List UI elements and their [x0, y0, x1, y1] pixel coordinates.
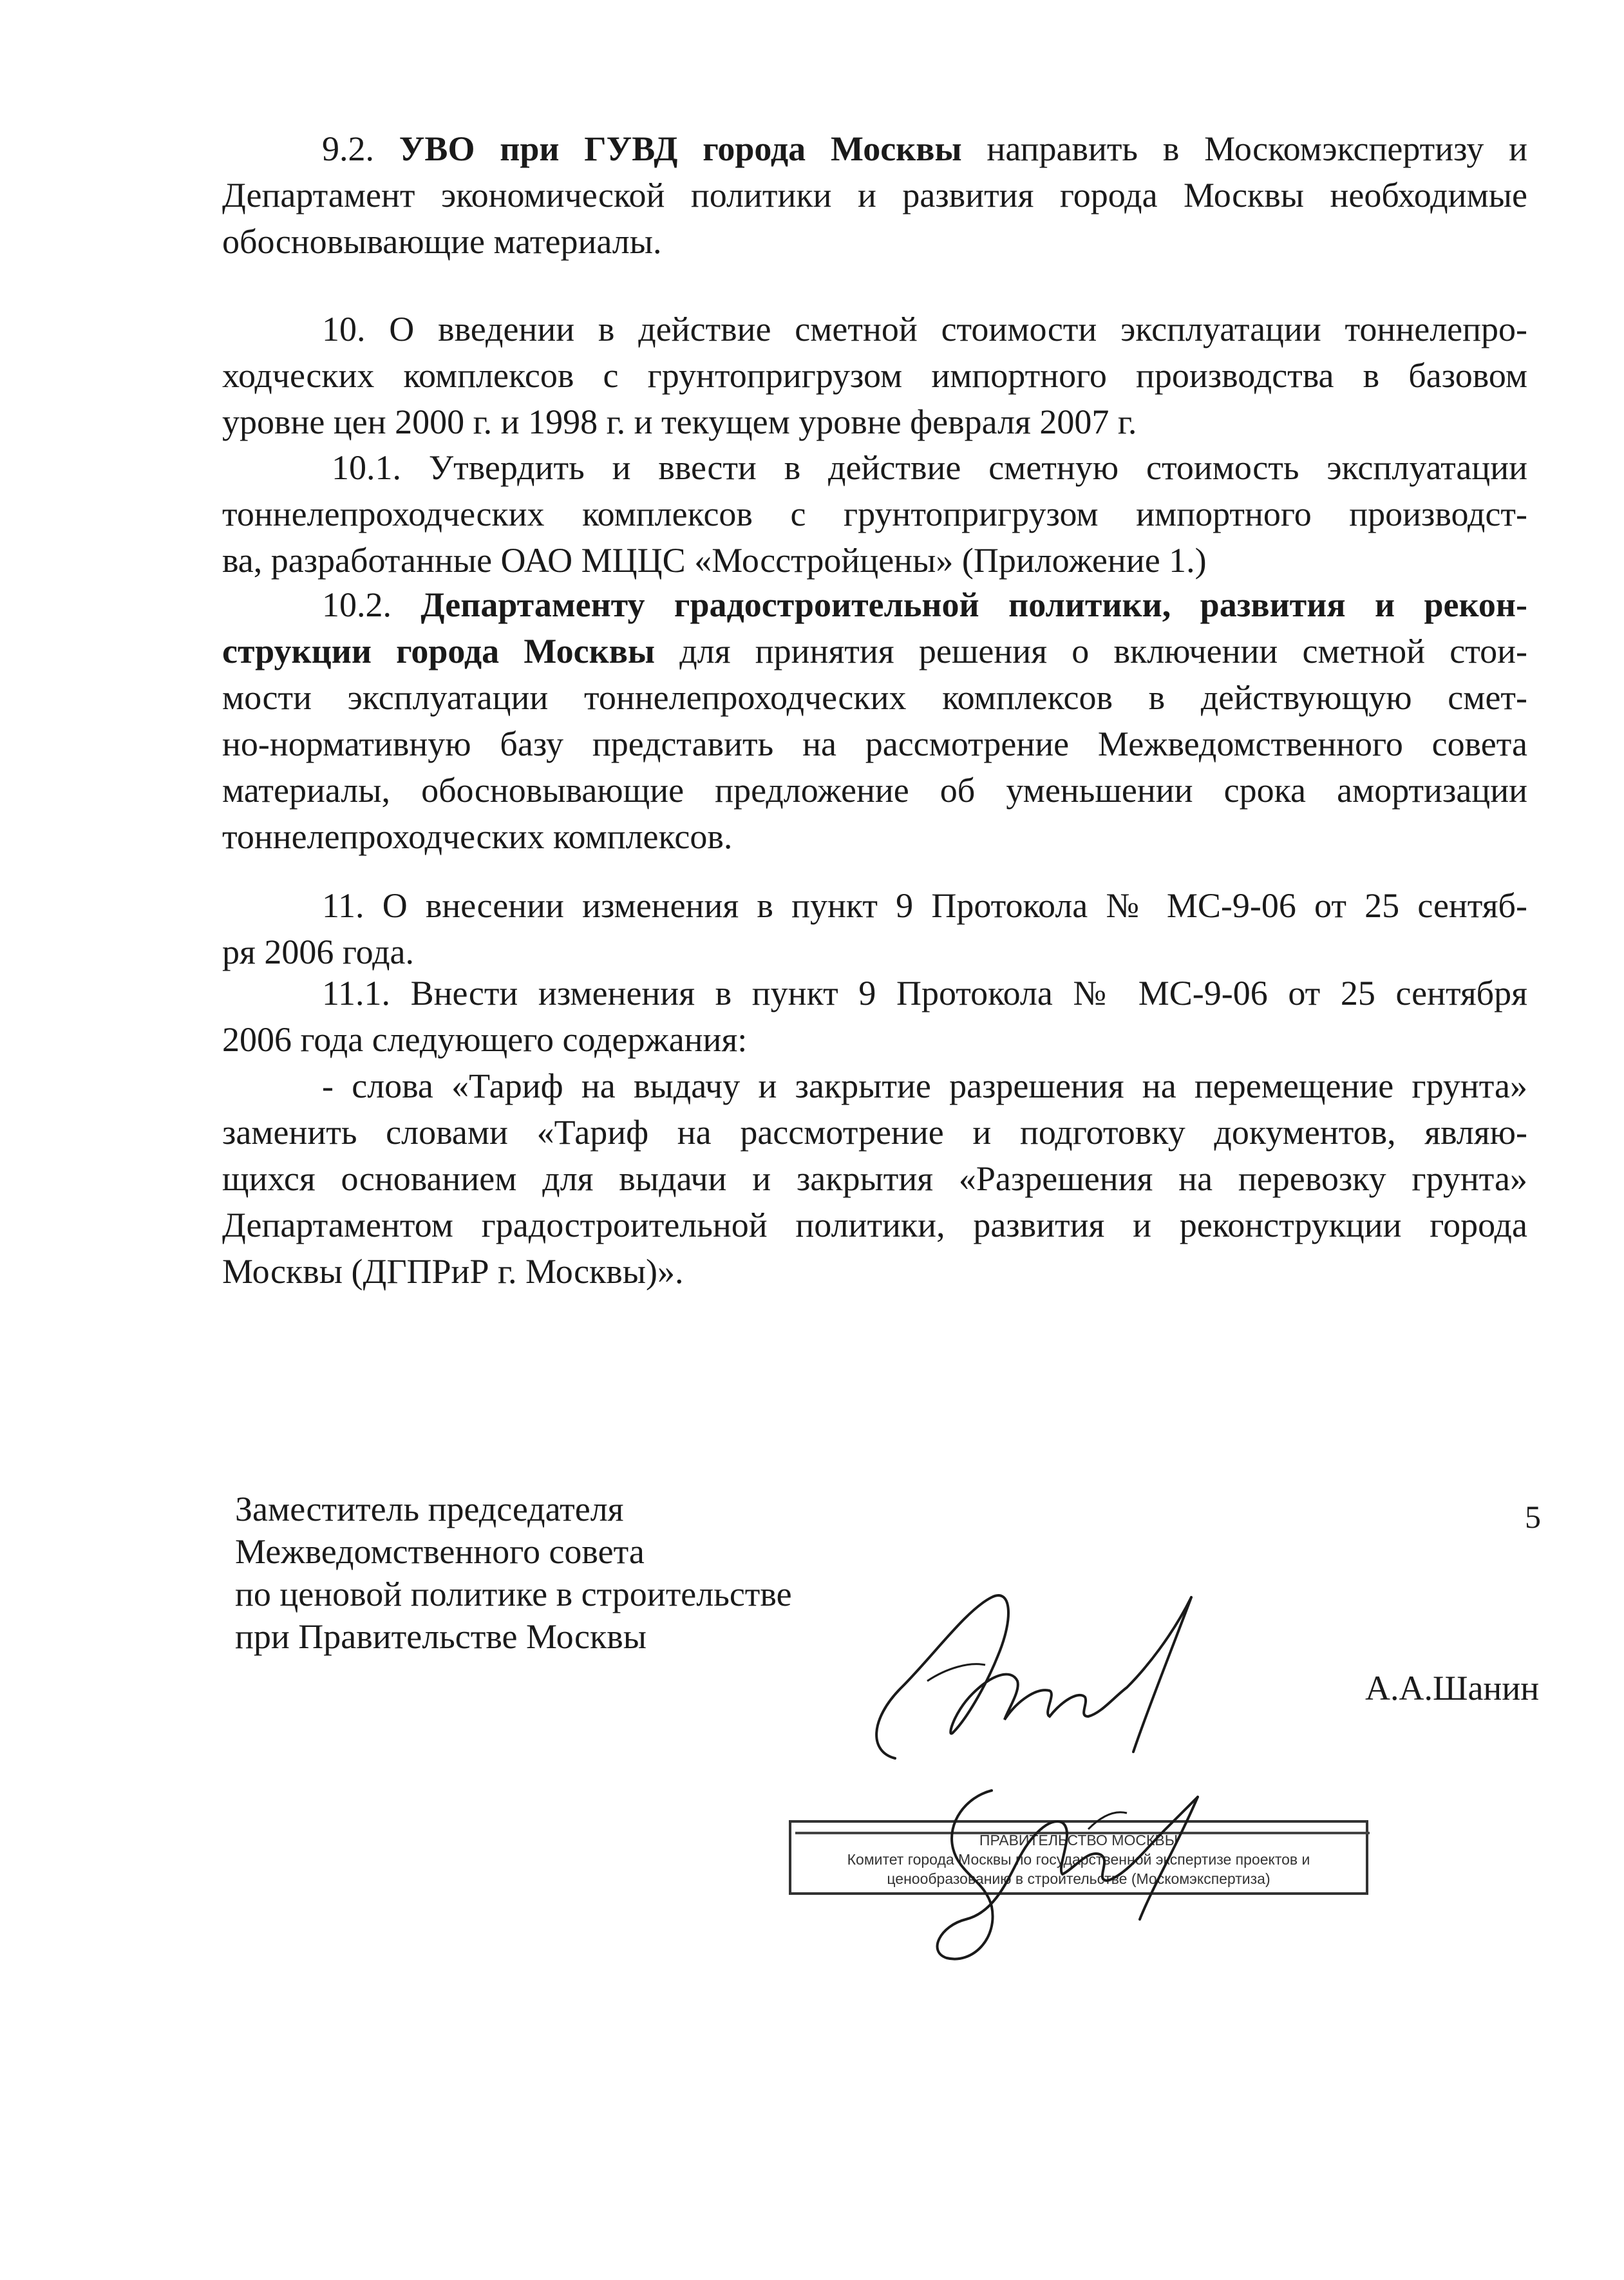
- page-number: 5: [1525, 1499, 1541, 1535]
- bold-subject: УВО при ГУВД города Москвы: [399, 129, 962, 168]
- paragraph-11: 11. О внесении изменения в пункт 9 Протокола № МС-9-06 от 25 сентяб- ря 2006 года.: [222, 886, 1527, 971]
- official-stamp: ПРАВИТЕЛЬСТВО МОСКВЫ Комитет города Москвы по государственной экспертизе проектов и ценообразованию в строительстве (Москомэкспертиза): [789, 1820, 1368, 1895]
- handwritten-signature: [856, 1559, 1217, 1771]
- stamp-signature: [895, 1778, 1230, 1971]
- paragraph-10-2: 10.2. Департаменту градостроительной политики, развития и рекон- струкции города Москвы для принятия решения о включении сметной стои- мости эксплуатации тоннелепроходческих комплексов в действующую смет- но-нормативную базу представить на рассмотрение Межведомственного совета материалы, обосновывающие предложение об уменьшении срока амортизации тоннелепроходческих комплексов.: [222, 585, 1528, 856]
- item-number: 10.2.: [322, 585, 392, 624]
- paragraph-10: 10. О введении в действие сметной стоимости эксплуатации тоннелепро- ходческих комплексов с грунтопригрузом импортного производства в базовом уровне цен 2000 г. и 1998 г. и текущем уровне февраля 2007 г.: [222, 310, 1527, 441]
- paragraph-9-2: 9.2. УВО при ГУВД города Москвы направить в Москомэкспертизу и Департамент экономической политики и развития города Москвы необходимые обосновывающие материалы.: [222, 129, 1528, 261]
- paragraph-11-1: 11.1. Внести изменения в пункт 9 Протокола № МС-9-06 от 25 сентября 2006 года следующего содержания: - слова «Тариф на выдачу и закрытие разрешения на перемещение грунта» заменить словами «Тариф на рассмотрение и подготовку документов, являю- щихся основанием для выдачи и закрытия «Разрешения на перевозку грунта» Департаментом градостроительной политики, развития и реконструкции города Москвы (ДГПРиР г. Москвы)».: [222, 974, 1527, 1291]
- item-number: 9.2.: [322, 129, 374, 168]
- signatory-title: Заместитель председателя Межведомственного совета по ценовой политике в строительстве при Правительстве Москвы: [235, 1490, 792, 1656]
- paragraph-10-1: 10.1. Утвердить и ввести в действие сметную стоимость эксплуатации тоннелепроходческих комплексов с грунтопригрузом импортного производст- ва, разработанные ОАО МЦЦС «Мосстройцены» (Приложение 1.): [222, 448, 1527, 580]
- signatory-name: А.А.Шанин: [1365, 1669, 1540, 1707]
